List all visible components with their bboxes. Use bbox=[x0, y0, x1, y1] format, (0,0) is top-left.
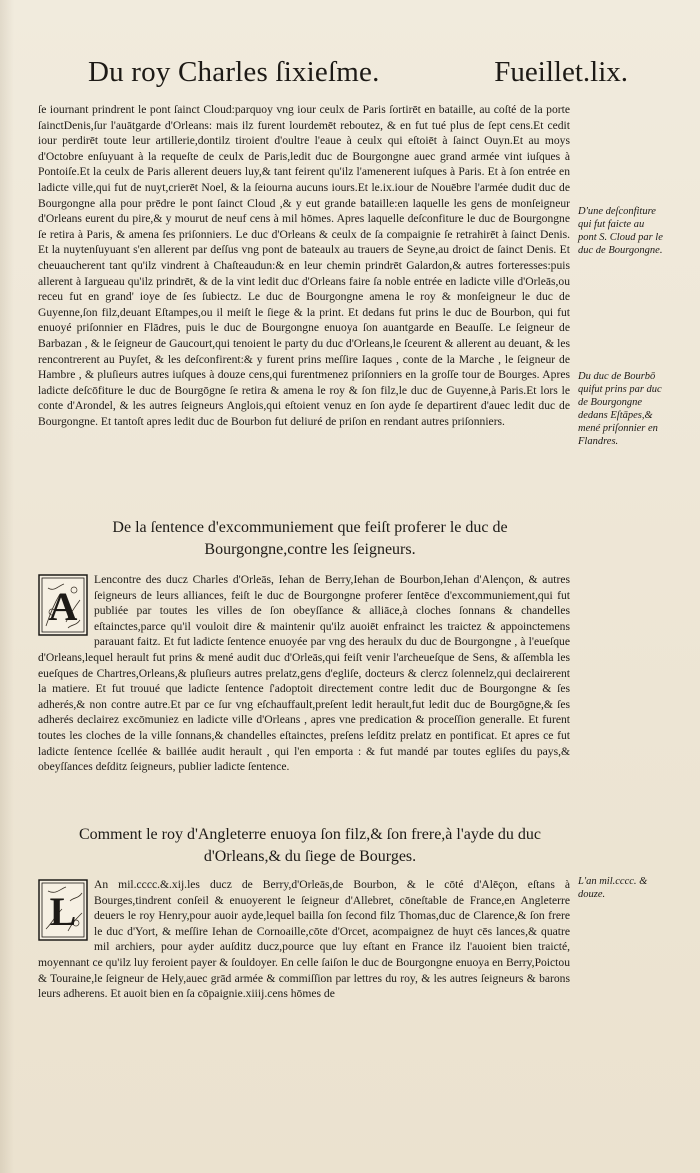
margin-note-2: Du duc de Bourbō quifut prins par duc de Bourgongne dedans Eſtāpes,& mené priſonnier en Flandres. bbox=[578, 371, 662, 447]
section-text-england: An mil.cccc.&.xij.les ducz de Berry,d'Orleās,de Bourbon, & le cōté d'Alēçon, eſtans à Bourges,tindrent conſeil & enuoyerent le ſeigneur d'Allebret, cōneſtable de France,en Angleterre deuers le roy Henry,pour auoir ayde,lequel bailla ſon ſecond filz Thomas,duc de Clarence,& ſon frere le duc d'Yort, & meſſire Iehan de Cornoaille,cōte d'Orcet, acompaignez de huyt cēs lances,& quatre mil archiers, pour ayder auſditz ducz,pource que luy eſtant en France ilz l'auoient bien traicté, moyennant ce qu'ilz luy feroient payer & ſouldoyer. En celle ſaiſon le duc de Bourgongne enuoya en Berry,Poictou & Touraine,le ſeigneur de Hely,auec grād armée & commiſſion par lettres du roy, & les autres ſeigneurs & barons leurs adherens. Et auoit bien en ſa cōpaignie.xiiij.cens hōmes de bbox=[38, 878, 570, 1001]
dropcap-letter: A bbox=[48, 584, 78, 629]
running-head bbox=[88, 56, 628, 96]
decorated-initial-l bbox=[38, 879, 88, 941]
running-head-title: Du roy Charles ſixieſme. bbox=[88, 56, 380, 88]
folio-number: Fueillet.lix. bbox=[494, 56, 628, 88]
section-body-england bbox=[38, 877, 570, 1027]
dropcap-letter: L bbox=[49, 889, 77, 934]
section-text-excommunication: Lencontre des ducz Charles d'Orleās, Iehan de Berry,Iehan de Bourbon,Iehan d'Alençon, & autres ſeigneurs de leurs alliances, feiſt le duc de Bourgongne proferer ſentēce d'excommuniement,qui fut publiée par toutes les villes de ſon obeyſſance & alliāce,à cloches ſonnans & chandelles eſtainctes,parce qu'il vouloit dire & maintenir qu'ilz auoiēt enfrainct les traictez & appoinctemens parauant faitz. Et fut ladicte ſentence enuoyée par vng des heraulx du duc de Bourgongne , à l'eueſque d'Orleans,lequel herault fut prins & mené audit duc d'Orleās,qui feiſt venir l'archeueſque de Sens, & aſſembla les eueſques de Chartres,Orleans,& pluſieurs autres prelatz,gens d'egliſe, docteurs & clercz ſolennelz,qui declairerent la matiere. Et fut trouué que ladicte ſentence ſ'adoptoit directement contre ledit duc de Bourgongne & ſes adherés,& non contre autre.Et par ce ſur vng eſchauffault,preſent ledit herault,fut ledit duc de Bourgōgne,& ſes adherés declairez excōmuniez en ladicte ville d'Orleans , apres vne predication & proceſſion generalle. Et furent toutes les cloches de la ville ſonnans,& chandelles eſtainctes, preſens leſditz prelatz en pontificat. Et apres ce fut ladicte ſentence ſcellée & baillée audit herault , qui l'en emporta : & fut mandé par toutes egliſes du pays,& obeyſſances deſditz ſeigneurs, publier ladicte ſentence. bbox=[38, 573, 570, 774]
margin-note-3: L'an mil.cccc. & douze. bbox=[578, 876, 648, 900]
decorated-initial-a bbox=[38, 574, 88, 636]
margin-note-1: D'une deſconfiture qui fut faicte au pont S. Cloud par le duc de Bourgongne. bbox=[578, 206, 663, 256]
section-heading-excommunication: De la ſentence d'excommuniement que feiſt proferer le duc de Bourgongne,contre les ſeigneurs. bbox=[112, 519, 508, 558]
section-heading-england: Comment le roy d'Angleterre enuoya ſon filz,& ſon frere,à l'ayde du duc d'Orleans,& du ſiege de Bourges. bbox=[78, 826, 542, 865]
section-body-excommunication bbox=[38, 572, 570, 812]
binding-shadow bbox=[0, 0, 14, 1173]
body-paragraph-1: ſe iournant prindrent le pont ſainct Cloud:parquoy vng iour ceulx de Paris ſortirēt en bataille, au coſté de la porte ſainctDenis,ſur l'auātgarde d'Orleans: mais ilz furent lourdemēt reboutez, & en fut tué plus de ſept cens.Et cedit iour perdirēt toute leur artillerie,dontilz tiroient d'oultre l'eaue à ceulx qui eſtoiēt à ſainct Ouyn.Et au moys d'Octobre enſuyuant à la requeſte de ceulx de Paris,ledit duc de Bourgongne auec grand armée vint iuſques à Pontoiſe.Et la ceulx de Paris allerent deuers luy,& tant feirent qu'ilz l'amenerent iuſques à Paris. Et à ſon entrée en ladicte ville,qui fut de nuyt,crierēt Noel, & la ſeiourna aucuns iours.Et le.ix.iour de Nouēbre l'armée dudit duc de Bourgongne alla pour prēdre le pont ſainct Cloud ,& y eut grande bataille:en laquelle les gens de monſeigneur d'Orleans eurent du pire,& y mourut de neuf cens à mil hōmes. Apres laquelle deſconfiture le duc de Bourgongne ſe retira à Paris, & amena ſes priſonniers. Le duc d'Orleans & ceulx de ſa compaignie ſe retrahirēt à ſainct Denis. Et la nuytenſuyuant s'en allerent par deſſus vng pont de bateaulx au trauers de Seyne,au droict de ſainct Denis. Et cheuaucherent tant qu'ilz vindrent à Chaſteaudun:& en leur chemin prindrēt Galardon,& autres forteresses:puis allerent à Iargueau qu'ilz prindrēt, & de la vint ledit duc d'Orleans faire ſa noble entrée en ladicte ville d'Orleās,ou receu fut en grand' ioye de ſes ſubiectz. Le duc de Bourgongne amena le roy & monſeigneur le duc de Guyenne,ſon filz,deuant Eſtampes,ou il meiſt le ſiege & la print. Et dedans fut prins le duc de Bourbon, qui fut enuoyé priſonnier en Flādres, puis le duc de Bourgongne enuoya ſon auantgarde en Beauſſe. Le ſeigneur de Barbazan , & le ſeigneur de Gaucourt,qui tenoient le party du duc d'Orleans,le ſceurent & allerent au deuant, & les rencontrerent au Puyſet, & les deſconfirent:& y furent prins meſſire Iaques , conte de la Marche , le ſeigneur de Hambre , & pluſieurs autres iuſques à douze cens,qui furentmenez priſonniers en la groſſe tour de Bourges. Apres ladicte deſcōfiture le duc de Bourgōgne ſe retira & amena le roy & ſon filz,le duc de Guyenne,à Paris.Et lors le conte d'Arondel, & les autres ſeigneurs Anglois,qui eſtoient venuz en ſon ayde ſe departirent d'auec ledit duc de Bourgongne. Et tantoſt apres ledit duc de Bourbon fut deliuré de priſon en rendant autres priſonniers. bbox=[38, 103, 570, 428]
